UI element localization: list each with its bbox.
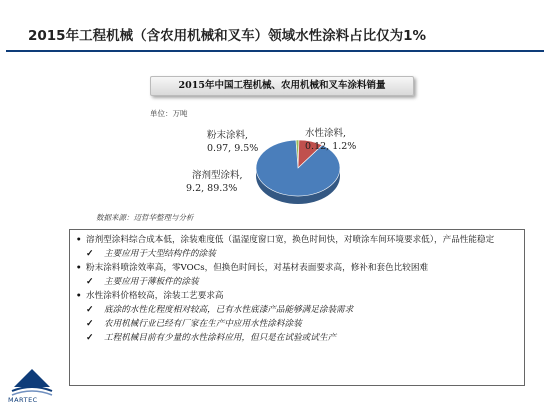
- bullet-icon: •: [76, 263, 82, 273]
- bullet-icon: •: [76, 291, 82, 301]
- slice-value: 9.2, 89.3%: [186, 183, 238, 194]
- unit-label: 单位：万吨: [150, 109, 188, 118]
- data-source: 数据来源：迈哲华整理与分析: [96, 213, 194, 222]
- note-item: [76, 289, 518, 303]
- bullet-icon: •: [76, 235, 82, 245]
- note-item: [76, 233, 518, 247]
- sub-note-item: [82, 317, 518, 331]
- sub-note-text: 底涂的水性化程度相对较高，已有水性底漆产品能够满足涂装需求: [104, 305, 354, 315]
- checkmark-icon: ✓: [86, 333, 94, 343]
- slice-value: 0.12, 1.2%: [305, 141, 357, 152]
- note-text: 溶剂型涂料综合成本低，涂装难度低（温湿度窗口宽，换色时间快，对喷涂车间环境要求低），产品性能稳定: [86, 235, 495, 245]
- checkmark-icon: ✓: [86, 249, 94, 259]
- checkmark-icon: ✓: [86, 277, 94, 287]
- slide-title: 2015年工程机械（含农用机械和叉车）领域水性涂料占比仅为1%: [28, 28, 426, 44]
- sub-note-item: [82, 275, 518, 289]
- sub-note-item: [82, 331, 518, 345]
- note-text: 水性涂料价格较高，涂装工艺要求高: [86, 291, 224, 301]
- chart-title-box: 2015年中国工程机械、农用机械和叉车涂料销量: [150, 76, 414, 96]
- sub-note-item: [82, 247, 518, 261]
- slice-label: 溶剂型涂料,: [192, 170, 243, 181]
- sub-note-text: 主要应用于薄板件的涂装: [104, 277, 199, 287]
- checkmark-icon: ✓: [86, 319, 94, 329]
- sub-note-text: 工程机械目前有少量的水性涂料应用，但只是在试验或试生产: [104, 333, 337, 343]
- sub-note-item: [82, 303, 518, 317]
- note-item: [76, 261, 518, 275]
- slice-value: 0.97, 9.5%: [207, 143, 259, 154]
- note-text: 粉末涂料喷涂效率高，零VOCs，但换色时间长，对基材表面要求高，修补和套色比较困难: [86, 263, 429, 273]
- slice-label: 粉末涂料,: [207, 130, 249, 141]
- sub-note-text: 农用机械行业已经有厂家在生产中应用水性涂料涂装: [104, 319, 302, 329]
- logo-text: MARTEC: [8, 396, 38, 404]
- notes-box: [69, 229, 525, 386]
- slice-label: 水性涂料,: [305, 128, 347, 139]
- sub-note-text: 主要应用于大型结构件的涂装: [104, 249, 216, 259]
- checkmark-icon: ✓: [86, 305, 94, 315]
